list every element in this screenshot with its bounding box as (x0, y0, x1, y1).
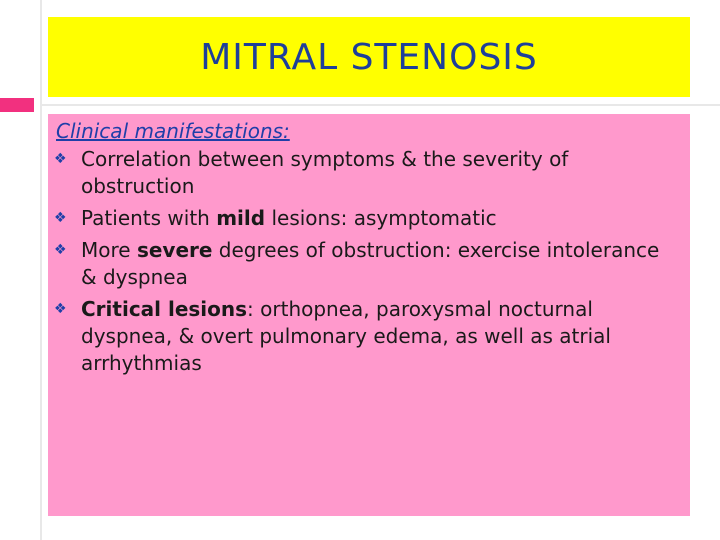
bullet-text-bold: mild (216, 206, 266, 230)
bullet-text-post: lesions: asymptomatic (265, 206, 497, 230)
bullet-text-pre: More (81, 238, 137, 262)
diamond-bullet-icon: ❖ (54, 210, 67, 226)
left-rule-line (40, 0, 42, 540)
diamond-bullet-icon: ❖ (54, 301, 67, 317)
bullet-text-post: : orthopnea, paroxysmal nocturnal dyspnea, & overt pulmonary edema, as well as atrial arrhythmias (81, 297, 611, 375)
bullet-text-bold: Critical lesions (81, 297, 248, 321)
bullet-text-post: degrees of obstruction: exercise intolerance & dyspnea (81, 238, 660, 289)
list-item (56, 146, 680, 200)
bullet-list (56, 146, 680, 377)
top-rule-line (40, 104, 720, 106)
content-box (48, 114, 690, 516)
list-item (56, 205, 680, 232)
list-item (56, 237, 680, 291)
section-heading: Clinical manifestations: (56, 119, 290, 143)
slide-title: MITRAL STENOSIS (200, 36, 538, 78)
bullet-text: Correlation between symptoms & the severity of obstruction (81, 147, 569, 198)
accent-bar (0, 98, 34, 112)
diamond-bullet-icon: ❖ (54, 151, 67, 167)
bullet-text-bold: severe (136, 238, 213, 262)
diamond-bullet-icon: ❖ (54, 242, 67, 258)
title-box (48, 17, 690, 97)
bullet-text-pre: Patients with (81, 206, 217, 230)
list-item (56, 296, 680, 377)
